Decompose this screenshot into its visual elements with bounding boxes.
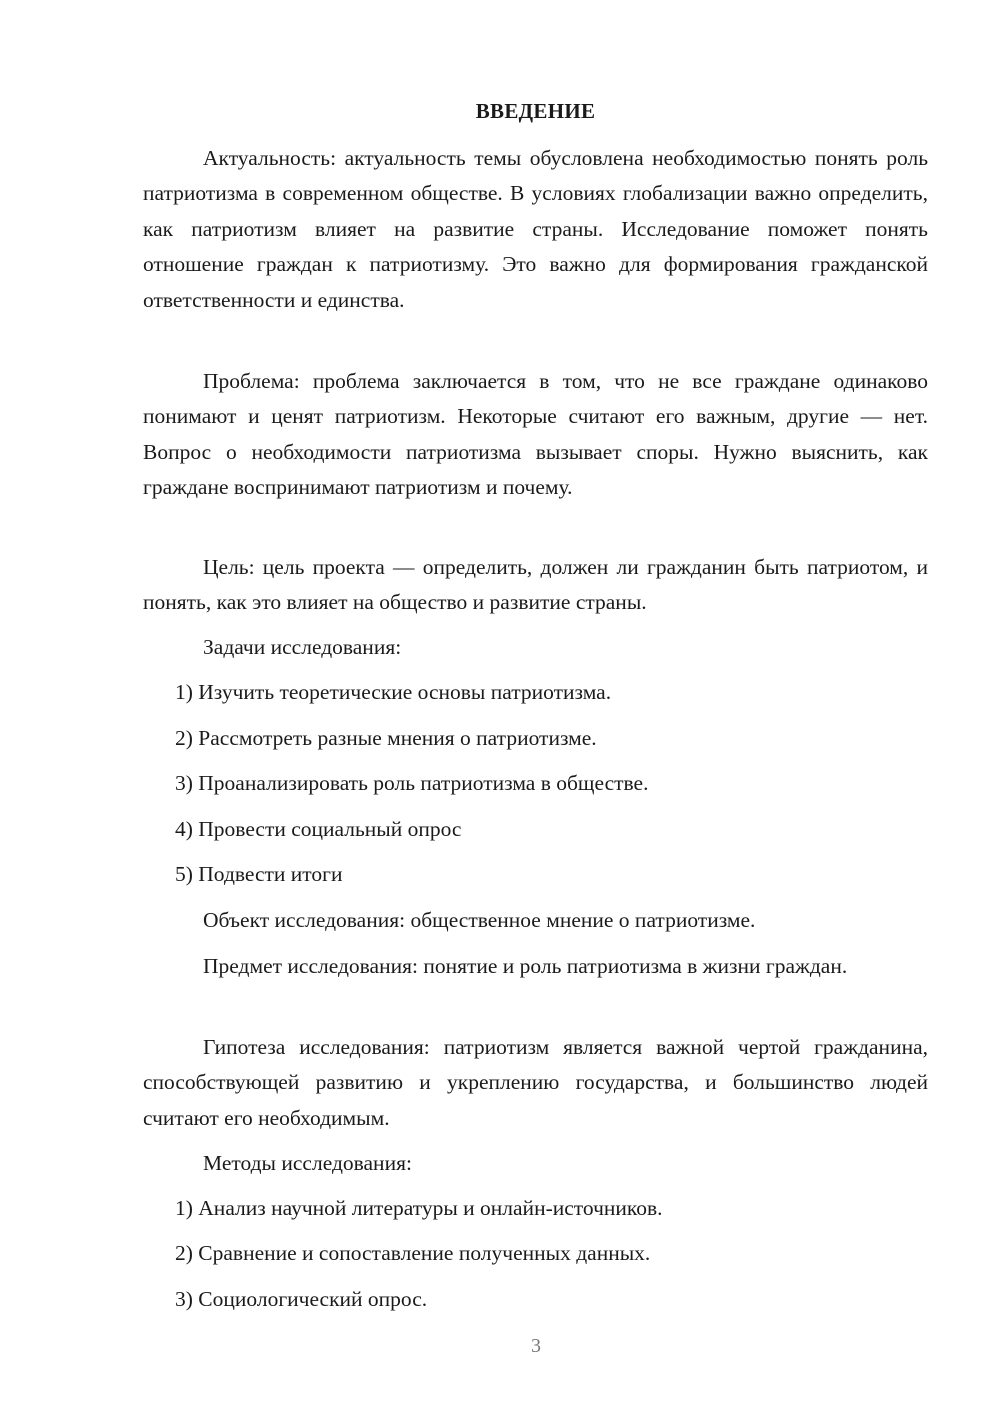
subject-paragraph: Предмет исследования: понятие и роль патриотизма в жизни граждан. bbox=[203, 954, 848, 978]
task-item: 2) Рассмотреть разные мнения о патриотизме. bbox=[175, 726, 597, 750]
method-item: 3) Социологический опрос. bbox=[175, 1287, 428, 1311]
hypothesis-paragraph: Гипотеза исследования: патриотизм является важной чертой гражданина, способствующей развитию и укреплению государства, и большинство людей считают его необходимым. bbox=[143, 1035, 928, 1130]
method-item: 2) Сравнение и сопоставление полученных данных. bbox=[175, 1241, 651, 1265]
page-number: 3 bbox=[531, 1335, 541, 1357]
methods-heading: Методы исследования: bbox=[203, 1151, 412, 1175]
task-item: 1) Изучить теоретические основы патриотизма. bbox=[175, 680, 612, 704]
goal-paragraph: Цель: цель проекта — определить, должен ли гражданин быть патриотом, и понять, как это влияет на общество и развитие страны. bbox=[143, 555, 928, 615]
object-paragraph: Объект исследования: общественное мнение о патриотизме. bbox=[203, 908, 756, 932]
task-item: 5) Подвести итоги bbox=[175, 862, 343, 886]
page-title: ВВЕДЕНИЕ bbox=[475, 99, 596, 123]
problem-paragraph: Проблема: проблема заключается в том, что не все граждане одинаково понимают и ценят патриотизм. Некоторые считают его важным, другие — нет. Вопрос о необходимости патриотизма вызывает споры. Нужно выяснить, как граждане воспринимают патриотизм и почему. bbox=[143, 369, 928, 500]
relevance-paragraph: Актуальность: актуальность темы обусловлена необходимостью понять роль патриотизма в современном обществе. В условиях глобализации важно определить, как патриотизм влияет на развитие страны. Исследование поможет понять отношение граждан к патриотизму. Это важно для формирования гражданской ответственности и единства. bbox=[143, 146, 928, 312]
tasks-heading: Задачи исследования: bbox=[203, 635, 402, 659]
method-item: 1) Анализ научной литературы и онлайн-источников. bbox=[175, 1196, 663, 1220]
task-item: 3) Проанализировать роль патриотизма в обществе. bbox=[175, 771, 649, 795]
task-item: 4) Провести социальный опрос bbox=[175, 817, 462, 841]
